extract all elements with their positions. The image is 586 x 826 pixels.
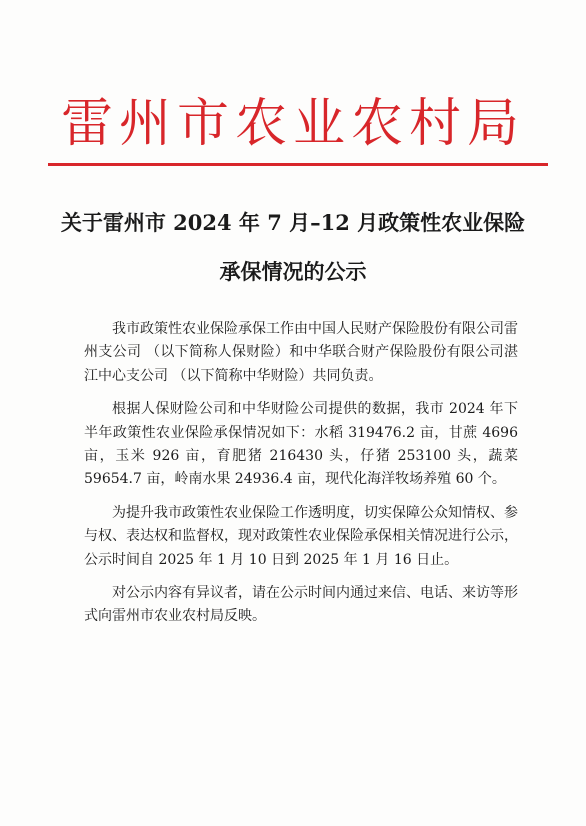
notice-title-line2: 承保情况的公示 [219, 259, 367, 284]
paragraph-objection-contact: 对公示内容有异议者，请在公示时间内通过来信、电话、来访等形式向雷州市农业农村局反映。 [84, 585, 518, 625]
issuing-authority-header: 雷州市农业农村局 [60, 94, 525, 154]
paragraph-publicity-period: 为提升我市政策性农业保险工作透明度，切实保障公众知情权、参与权、表达权和监督权，现对政策性农业保险承保相关情况进行公示，公示时间自 2025 年 1 月 10 日到 2025 年 1 月 16 日止。 [84, 504, 518, 568]
paragraph-underwriting-data: 根据人保财险公司和中华财险公司提供的数据，我市 2024 年下半年政策性农业保险承保情况如下：水稻 319476.2 亩，甘蔗 4696 亩，玉米 926 亩，育肥猪 216430 头，仔猪 253100 头，蔬菜 59654.7 亩，岭南水果 24936.4 亩，现代化海洋牧场养殖 60 个。 [84, 401, 518, 488]
red-header-rule [48, 163, 548, 166]
notice-title-line1: 关于雷州市 2024 年 7 月–12 月政策性农业保险 [60, 210, 526, 235]
paragraph-responsibility: 我市政策性农业保险承保工作由中国人民财产保险股份有限公司雷州支公司 （以下简称人保财险）和中华联合财产保险股份有限公司湛江中心支公司 （以下简称中华财险）共同负责。 [84, 321, 518, 384]
notice-body [84, 318, 518, 639]
